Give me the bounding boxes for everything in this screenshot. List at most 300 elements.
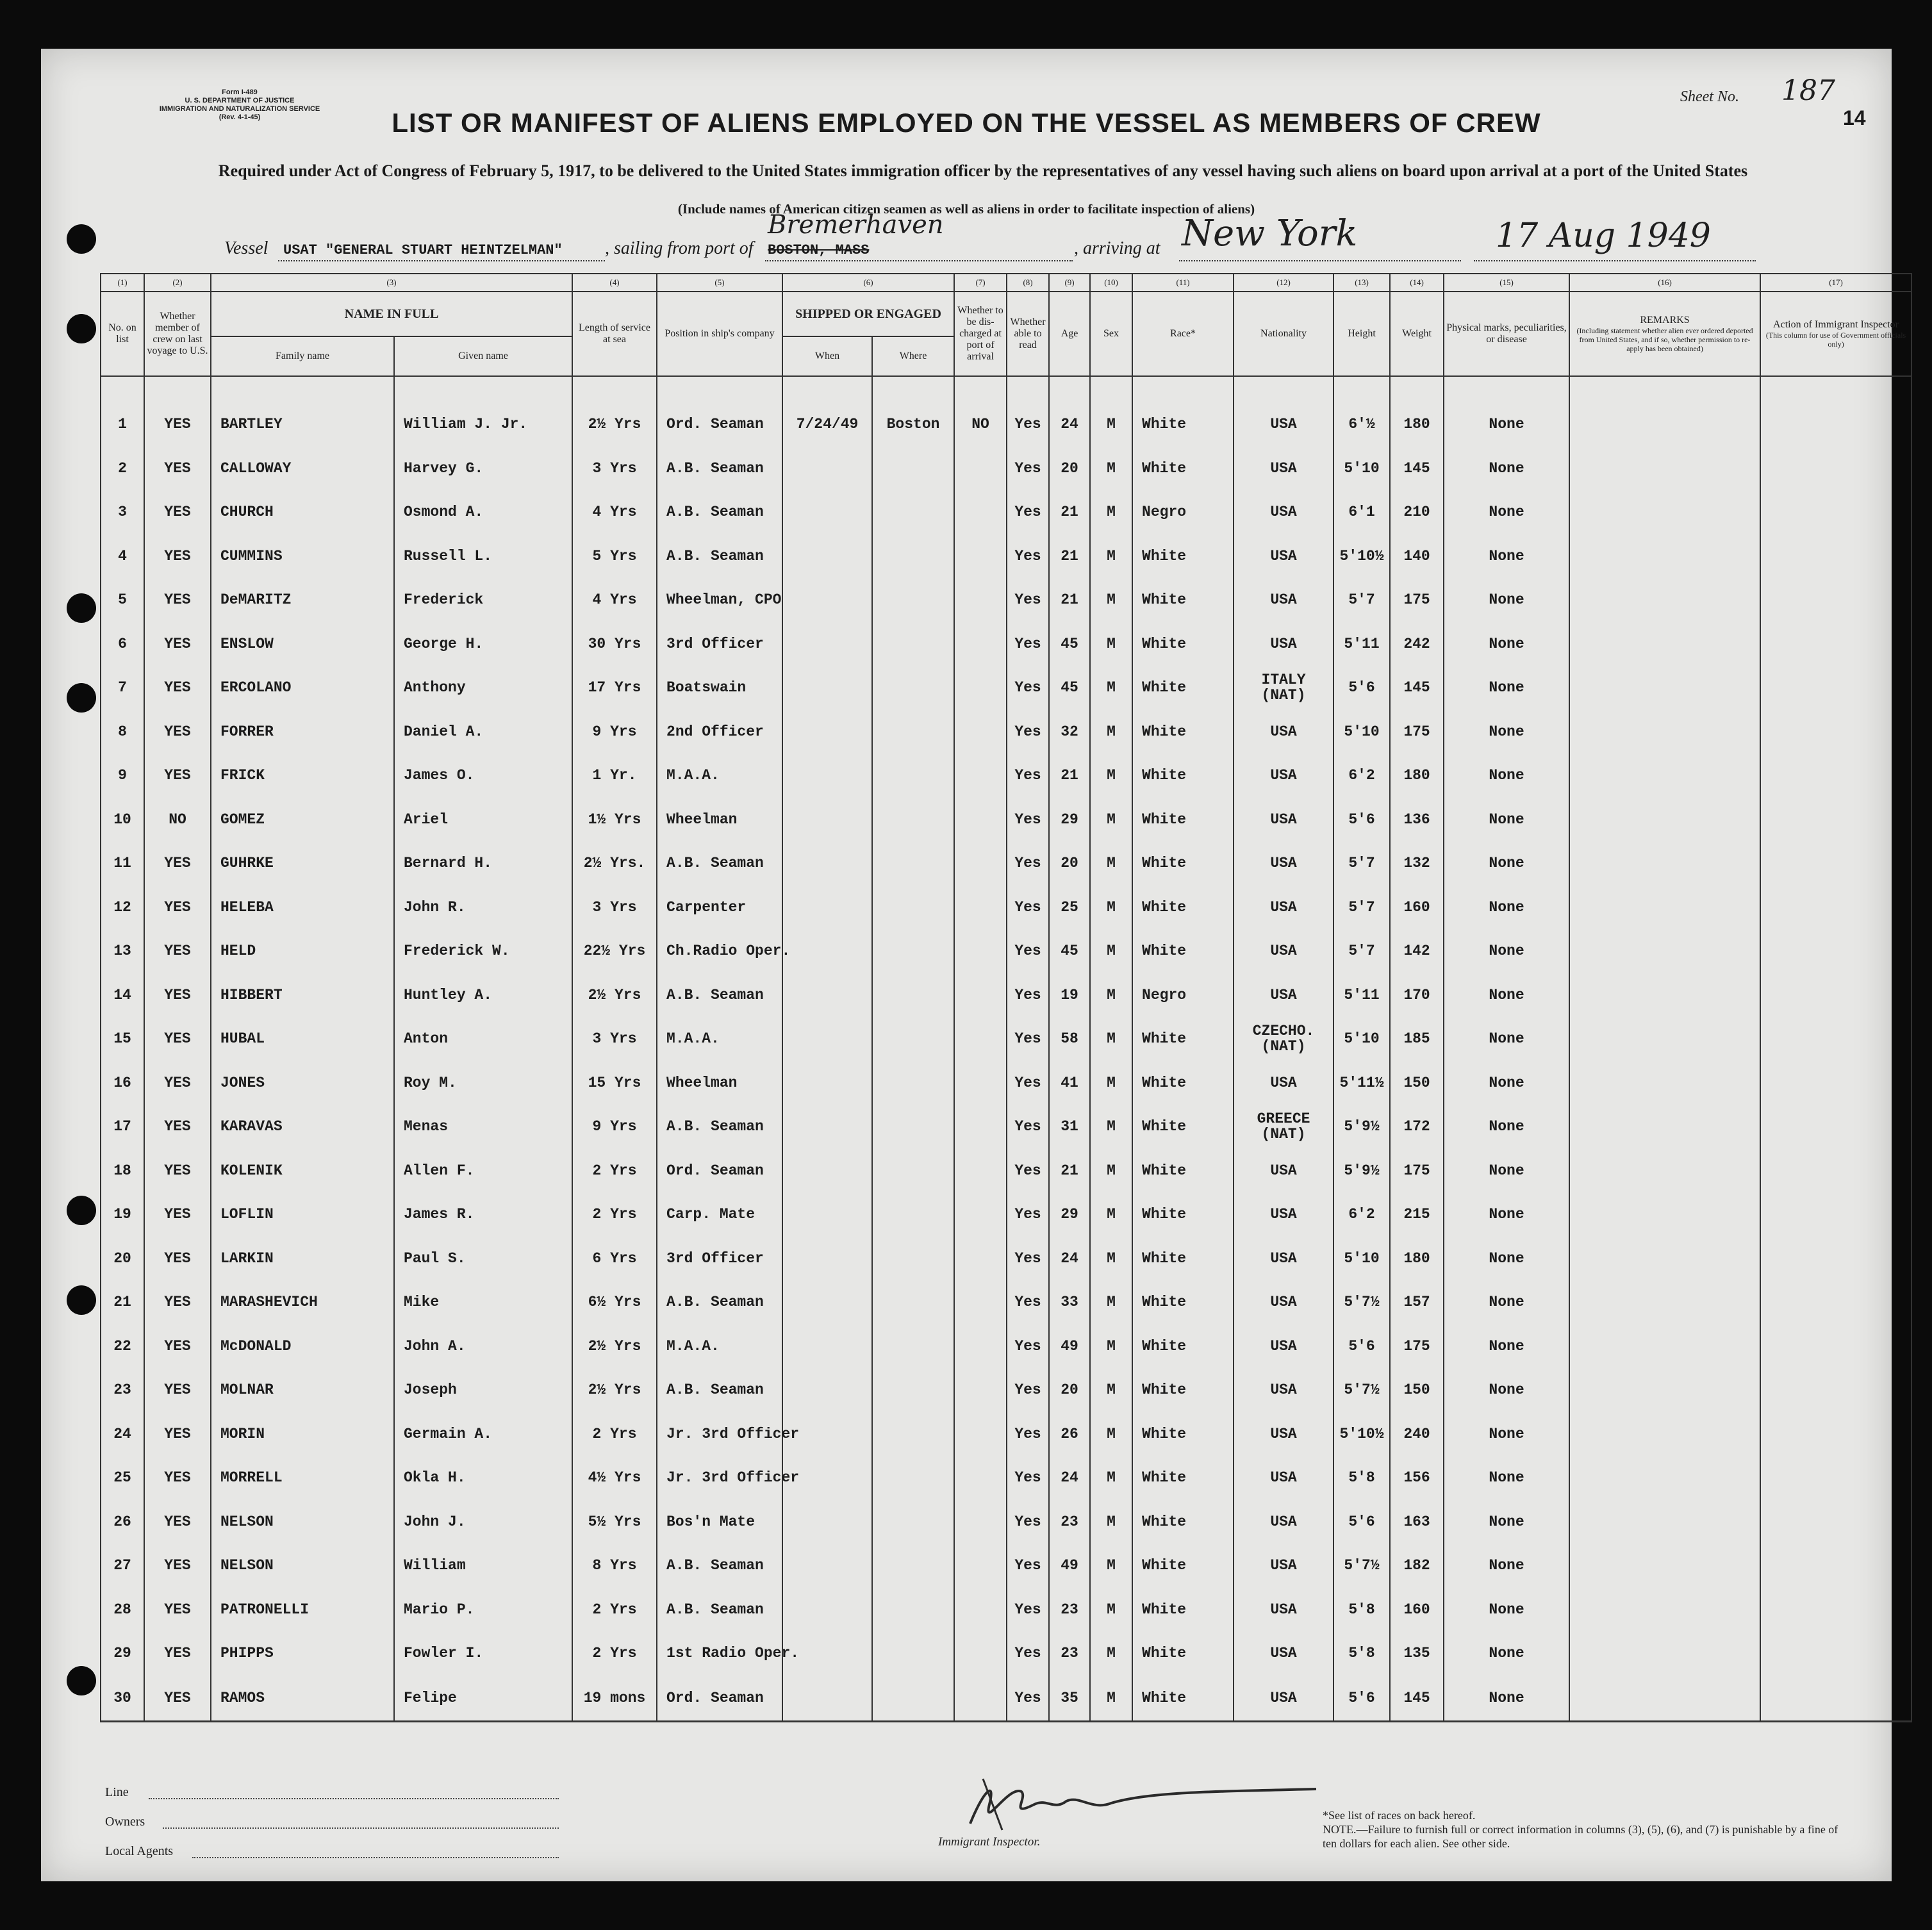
row-number-cell: 23 [101,1368,144,1412]
discharged-cell [954,1105,1007,1149]
previous-voyage-cell: YES [144,666,211,710]
remarks-cell [1569,1456,1760,1500]
previous-voyage-cell: YES [144,754,211,798]
length-of-service-cell: 3 Yrs [572,1017,657,1061]
nationality-cell: USA [1234,402,1333,447]
previous-voyage-cell: YES [144,1149,211,1193]
family-name-cell: MORIN [211,1412,394,1456]
remarks-cell [1569,886,1760,930]
position-cell: Jr. 3rd Officer [657,1456,782,1500]
family-name-cell: NELSON [211,1500,394,1544]
sex-cell: M [1090,578,1132,622]
discharged-cell [954,841,1007,886]
spacer-cell [1090,376,1132,402]
shipped-where-cell [872,1105,954,1149]
header-given-name: Given name [394,336,572,376]
row-number-cell: 19 [101,1192,144,1237]
row-number-cell: 25 [101,1456,144,1500]
weight-cell: 157 [1390,1280,1444,1324]
sailing-label: , sailing from port of [605,238,754,258]
able-to-read-cell: Yes [1007,1588,1049,1632]
row-number-cell: 14 [101,973,144,1018]
length-of-service-cell: 8 Yrs [572,1544,657,1588]
weight-cell: 182 [1390,1544,1444,1588]
remarks-cell [1569,1324,1760,1369]
height-cell: 5'10 [1333,447,1390,491]
weight-cell: 180 [1390,754,1444,798]
length-of-service-cell: 2 Yrs [572,1192,657,1237]
position-cell: Carp. Mate [657,1192,782,1237]
table-row [101,1368,1911,1412]
remarks-cell [1569,1149,1760,1193]
table-row [101,1412,1911,1456]
given-name-cell: Paul S. [394,1237,572,1281]
physical-marks-cell: None [1444,534,1569,579]
able-to-read-cell: Yes [1007,798,1049,842]
previous-voyage-cell: YES [144,1061,211,1105]
length-of-service-cell: 9 Yrs [572,710,657,754]
sex-cell: M [1090,929,1132,973]
col-number: (13) [1333,274,1390,292]
row-number-cell: 27 [101,1544,144,1588]
table-row [101,886,1911,930]
row-number-cell: 17 [101,1105,144,1149]
family-name-cell: JONES [211,1061,394,1105]
race-cell: White [1132,1237,1234,1281]
height-cell: 5'10½ [1333,1412,1390,1456]
height-cell: 5'7½ [1333,1368,1390,1412]
physical-marks-cell: None [1444,1324,1569,1369]
length-of-service-cell: 2 Yrs [572,1631,657,1676]
shipped-when-cell [782,1237,872,1281]
age-cell: 45 [1049,622,1090,666]
discharged-cell [954,447,1007,491]
family-name-cell: CUMMINS [211,534,394,579]
weight-cell: 180 [1390,1237,1444,1281]
nationality-cell: USA [1234,1631,1333,1676]
remarks-cell [1569,1192,1760,1237]
given-name-cell: John A. [394,1324,572,1369]
length-of-service-cell: 2½ Yrs [572,1324,657,1369]
position-cell: Wheelman [657,1061,782,1105]
age-cell: 23 [1049,1500,1090,1544]
vessel-underline [278,260,605,261]
physical-marks-cell: None [1444,1061,1569,1105]
table-row [101,534,1911,579]
family-name-cell: HELD [211,929,394,973]
spacer-cell [1234,376,1333,402]
agents-underline [192,1857,559,1858]
physical-marks-cell: None [1444,622,1569,666]
given-name-cell: Mike [394,1280,572,1324]
nationality-cell: USA [1234,490,1333,534]
previous-voyage-cell: YES [144,1500,211,1544]
shipped-when-cell [782,1368,872,1412]
able-to-read-cell: Yes [1007,1017,1049,1061]
table-row [101,666,1911,710]
shipped-where-cell [872,710,954,754]
punch-hole [67,1666,96,1695]
age-cell: 23 [1049,1588,1090,1632]
able-to-read-cell: Yes [1007,1676,1049,1722]
length-of-service-cell: 22½ Yrs [572,929,657,973]
shipped-where-cell [872,1061,954,1105]
arrival-port: New York [1182,213,1358,254]
date-underline [1474,260,1756,261]
inspector-action-cell [1760,841,1911,886]
discharged-cell [954,1456,1007,1500]
given-name-cell: John J. [394,1500,572,1544]
shipped-where-cell [872,754,954,798]
physical-marks-cell: None [1444,1017,1569,1061]
row-number-cell: 18 [101,1149,144,1193]
shipped-where-cell [872,798,954,842]
spacer-cell [1132,376,1234,402]
previous-voyage-cell: YES [144,447,211,491]
height-cell: 5'6 [1333,666,1390,710]
able-to-read-cell: Yes [1007,1631,1049,1676]
physical-marks-cell: None [1444,1237,1569,1281]
shipped-when-cell [782,622,872,666]
shipped-when-cell [782,1280,872,1324]
inspector-action-cell [1760,490,1911,534]
discharged-cell [954,578,1007,622]
race-cell: White [1132,1588,1234,1632]
able-to-read-cell: Yes [1007,841,1049,886]
header-able-to-read: Whether able to read [1007,292,1049,376]
age-cell: 21 [1049,534,1090,579]
spacer-cell [872,376,954,402]
physical-marks-cell: None [1444,1588,1569,1632]
physical-marks-cell: None [1444,798,1569,842]
shipped-where-cell [872,1544,954,1588]
shipped-when-cell [782,578,872,622]
length-of-service-cell: 19 mons [572,1676,657,1722]
table-row [101,1061,1911,1105]
shipped-where-cell [872,1280,954,1324]
discharged-cell [954,886,1007,930]
race-cell: White [1132,1500,1234,1544]
position-cell: Wheelman, CPO [657,578,782,622]
position-cell: Ord. Seaman [657,1149,782,1193]
nationality-cell: GREECE (NAT) [1234,1105,1333,1149]
physical-marks-cell: None [1444,973,1569,1018]
family-name-cell: RAMOS [211,1676,394,1722]
length-of-service-cell: 2 Yrs [572,1149,657,1193]
given-name-cell: Russell L. [394,534,572,579]
remarks-cell [1569,754,1760,798]
previous-voyage-cell: YES [144,1631,211,1676]
nationality-cell: USA [1234,1544,1333,1588]
physical-marks-cell: None [1444,490,1569,534]
discharged-cell [954,666,1007,710]
remarks-cell [1569,1544,1760,1588]
race-cell: White [1132,754,1234,798]
nationality-cell: USA [1234,1237,1333,1281]
header-inspector-action [1760,292,1911,376]
given-name-cell: Fowler I. [394,1631,572,1676]
header-race: Race* [1132,292,1234,376]
inspector-action-cell [1760,1192,1911,1237]
previous-voyage-cell: YES [144,841,211,886]
able-to-read-cell: Yes [1007,1105,1049,1149]
previous-voyage-cell: NO [144,798,211,842]
height-cell: 5'6 [1333,1676,1390,1722]
able-to-read-cell: Yes [1007,1237,1049,1281]
col-number: (6) [782,274,954,292]
length-of-service-cell: 4 Yrs [572,578,657,622]
discharged-cell [954,710,1007,754]
length-of-service-cell: 2½ Yrs [572,402,657,447]
physical-marks-cell: None [1444,1105,1569,1149]
spacer-cell [572,376,657,402]
weight-cell: 145 [1390,447,1444,491]
row-number-cell: 20 [101,1237,144,1281]
shipped-when-cell [782,1105,872,1149]
previous-voyage-cell: YES [144,1588,211,1632]
table-row [101,1192,1911,1237]
nationality-cell: USA [1234,578,1333,622]
shipped-when-cell [782,929,872,973]
length-of-service-cell: 30 Yrs [572,622,657,666]
position-cell: A.B. Seaman [657,1588,782,1632]
sex-cell: M [1090,798,1132,842]
punch-hole [67,683,96,713]
table-row [101,1017,1911,1061]
given-name-cell: Anthony [394,666,572,710]
remarks-cell [1569,1500,1760,1544]
weight-cell: 140 [1390,534,1444,579]
weight-cell: 145 [1390,1676,1444,1722]
position-cell: Ch.Radio Oper. [657,929,782,973]
height-cell: 5'6 [1333,1500,1390,1544]
age-cell: 35 [1049,1676,1090,1722]
remarks-cell [1569,1280,1760,1324]
given-name-cell: Anton [394,1017,572,1061]
nationality-cell: USA [1234,929,1333,973]
nationality-cell: USA [1234,1280,1333,1324]
sex-cell: M [1090,1500,1132,1544]
shipped-where-cell [872,886,954,930]
age-cell: 49 [1049,1324,1090,1369]
age-cell: 31 [1049,1105,1090,1149]
shipped-where-cell [872,1237,954,1281]
age-cell: 21 [1049,490,1090,534]
race-cell: White [1132,447,1234,491]
weight-cell: 145 [1390,666,1444,710]
shipped-when-cell [782,490,872,534]
row-number-cell: 26 [101,1500,144,1544]
height-cell: 5'11½ [1333,1061,1390,1105]
sex-cell: M [1090,710,1132,754]
shipped-where-cell [872,973,954,1018]
spacer-cell [1569,376,1760,402]
inspector-action-cell [1760,1588,1911,1632]
height-cell: 5'6 [1333,798,1390,842]
inspector-action-cell [1760,1237,1911,1281]
remarks-cell [1569,447,1760,491]
nationality-cell: USA [1234,1324,1333,1369]
col-number: (15) [1444,274,1569,292]
length-of-service-cell: 4½ Yrs [572,1456,657,1500]
physical-marks-cell: None [1444,1456,1569,1500]
row-number-cell: 1 [101,402,144,447]
age-cell: 29 [1049,1192,1090,1237]
position-cell: 1st Radio Oper. [657,1631,782,1676]
nationality-cell: ITALY (NAT) [1234,666,1333,710]
col-number: (14) [1390,274,1444,292]
shipped-where-cell: Boston [872,402,954,447]
position-cell: A.B. Seaman [657,1105,782,1149]
given-name-cell: William J. Jr. [394,402,572,447]
spacer-cell [101,376,144,402]
race-cell: White [1132,841,1234,886]
race-cell: Negro [1132,973,1234,1018]
length-of-service-cell: 15 Yrs [572,1061,657,1105]
physical-marks-cell: None [1444,1676,1569,1722]
family-name-cell: PHIPPS [211,1631,394,1676]
family-name-cell: LOFLIN [211,1192,394,1237]
discharged-cell [954,1500,1007,1544]
spacer-cell [394,376,572,402]
nationality-cell: USA [1234,710,1333,754]
shipped-when-cell [782,1324,872,1369]
nationality-cell: USA [1234,754,1333,798]
discharged-cell [954,1149,1007,1193]
inspector-action-cell [1760,1412,1911,1456]
table-row [101,1500,1911,1544]
discharged-cell [954,1192,1007,1237]
header-age: Age [1049,292,1090,376]
previous-voyage-cell: YES [144,622,211,666]
weight-cell: 136 [1390,798,1444,842]
race-cell: White [1132,1280,1234,1324]
discharged-cell: NO [954,402,1007,447]
family-name-cell: LARKIN [211,1237,394,1281]
shipped-when-cell [782,534,872,579]
owners-underline [163,1827,559,1829]
inspector-action-cell [1760,929,1911,973]
given-name-cell: Okla H. [394,1456,572,1500]
sex-cell: M [1090,622,1132,666]
inclusion-note: (Include names of American citizen seamen as well as aliens in order to facilitate inspection of aliens) [677,201,1255,217]
given-name-cell: Frederick W. [394,929,572,973]
age-cell: 24 [1049,402,1090,447]
arrival-date: 17 Aug 1949 [1496,217,1711,255]
shipped-where-cell [872,1412,954,1456]
given-name-cell: James R. [394,1192,572,1237]
position-cell: 3rd Officer [657,1237,782,1281]
inspector-action-cell [1760,1280,1911,1324]
race-cell: White [1132,1676,1234,1722]
punch-hole [67,1196,96,1225]
family-name-cell: MORRELL [211,1456,394,1500]
nationality-cell: USA [1234,973,1333,1018]
discharged-cell [954,1412,1007,1456]
age-cell: 33 [1049,1280,1090,1324]
previous-voyage-cell: YES [144,1324,211,1369]
inspector-action-cell [1760,1324,1911,1369]
department-name: U. S. DEPARTMENT OF JUSTICE [185,97,295,104]
sex-cell: M [1090,1588,1132,1632]
owners-label: Owners [105,1815,145,1829]
age-cell: 24 [1049,1237,1090,1281]
sex-cell: M [1090,1237,1132,1281]
col-number: (4) [572,274,657,292]
row-number-cell: 8 [101,710,144,754]
shipped-when-cell [782,973,872,1018]
weight-cell: 150 [1390,1061,1444,1105]
header-sex: Sex [1090,292,1132,376]
weight-cell: 210 [1390,490,1444,534]
previous-voyage-cell: YES [144,1280,211,1324]
table-row [101,1588,1911,1632]
shipped-where-cell [872,1456,954,1500]
inspector-action-cell [1760,1105,1911,1149]
discharged-cell [954,1631,1007,1676]
inspector-action-cell [1760,402,1911,447]
physical-marks-cell: None [1444,754,1569,798]
sex-cell: M [1090,1631,1132,1676]
shipped-where-cell [872,1631,954,1676]
remarks-cell [1569,1105,1760,1149]
sex-cell: M [1090,1280,1132,1324]
sex-cell: M [1090,1456,1132,1500]
height-cell: 6'1 [1333,490,1390,534]
remarks-cell [1569,490,1760,534]
col-number: (1) [101,274,144,292]
nationality-cell: USA [1234,841,1333,886]
shipped-where-cell [872,447,954,491]
nationality-cell: USA [1234,798,1333,842]
position-cell: M.A.A. [657,1017,782,1061]
physical-marks-cell: None [1444,666,1569,710]
header-family-name: Family name [211,336,394,376]
shipped-when-cell [782,1588,872,1632]
length-of-service-cell: 2½ Yrs [572,973,657,1018]
table-row [101,1237,1911,1281]
previous-voyage-cell: YES [144,534,211,579]
given-name-cell: James O. [394,754,572,798]
nationality-cell: USA [1234,1588,1333,1632]
able-to-read-cell: Yes [1007,490,1049,534]
remarks-cell [1569,1676,1760,1722]
age-cell: 21 [1049,1149,1090,1193]
sex-cell: M [1090,666,1132,710]
physical-marks-cell: None [1444,1280,1569,1324]
given-name-cell: Joseph [394,1368,572,1412]
position-cell: A.B. Seaman [657,534,782,579]
header-previous-voyage: Whether member of crew on last voyage to U.S. [144,292,211,376]
discharged-cell [954,1544,1007,1588]
family-name-cell: MARASHEVICH [211,1280,394,1324]
inspector-action-cell [1760,1676,1911,1722]
length-of-service-cell: 6 Yrs [572,1237,657,1281]
previous-voyage-cell: YES [144,1368,211,1412]
row-number-cell: 5 [101,578,144,622]
race-cell: White [1132,1631,1234,1676]
height-cell: 5'7 [1333,886,1390,930]
header-weight: Weight [1390,292,1444,376]
table-row [101,710,1911,754]
weight-cell: 175 [1390,1149,1444,1193]
sex-cell: M [1090,534,1132,579]
row-number-cell: 15 [101,1017,144,1061]
able-to-read-cell: Yes [1007,402,1049,447]
position-cell: Ord. Seaman [657,1676,782,1722]
weight-cell: 135 [1390,1631,1444,1676]
weight-cell: 180 [1390,402,1444,447]
